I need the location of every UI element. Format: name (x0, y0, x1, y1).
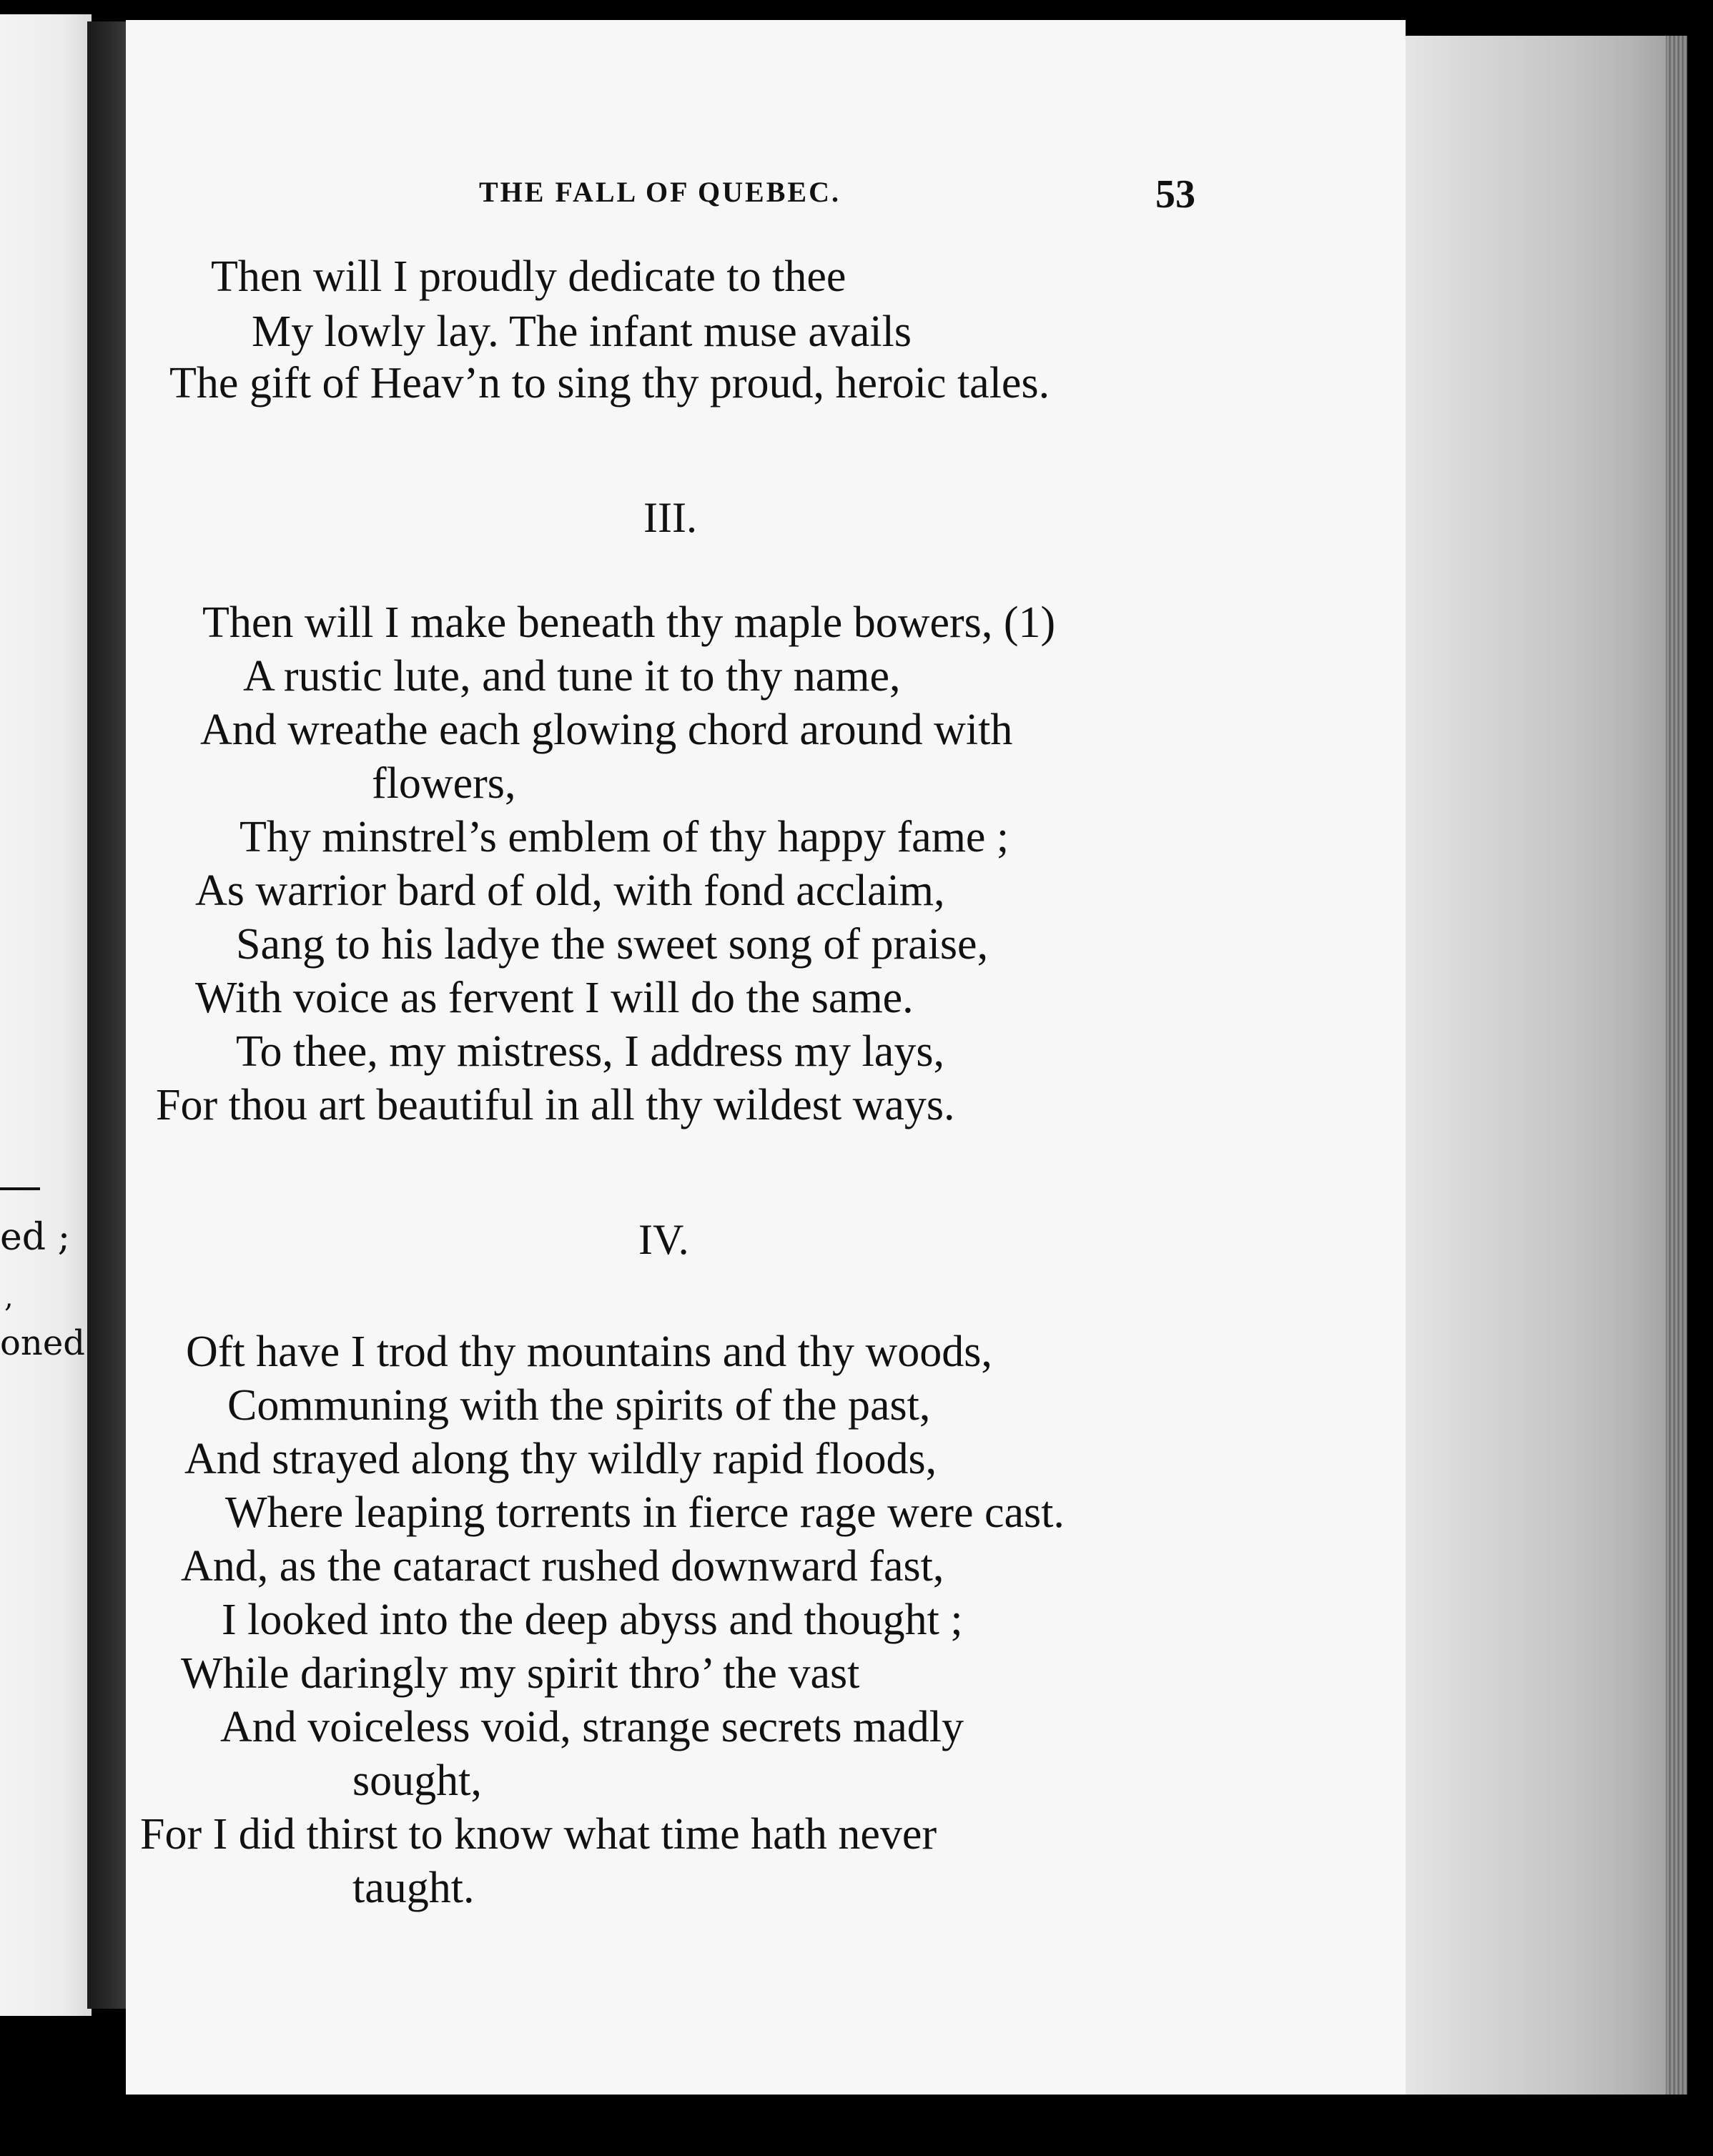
stanza-iv-line: While daringly my spirit thro’ the vast (181, 1649, 860, 1698)
stanza-iv-line: sought, (352, 1756, 482, 1805)
stanza-numeral-iii: III. (643, 494, 697, 541)
left-fragment-2: , (4, 1281, 14, 1314)
stanza-iii-line: flowers, (372, 759, 516, 808)
stanza-iv-line: Oft have I trod thy mountains and thy woods, (186, 1327, 992, 1376)
stanza-iv-line: Where leaping torrents in fierce rage were cast. (225, 1488, 1065, 1537)
stanza-iii-line: With voice as fervent I will do the same. (195, 974, 914, 1022)
left-page-rule (0, 1187, 40, 1190)
stanza-iv-line: For I did thirst to know what time hath never (140, 1810, 937, 1859)
stanza-iv-line: And voiceless void, strange secrets madly (220, 1703, 964, 1751)
stanza-iv-line: taught. (352, 1864, 475, 1912)
running-title: THE FALL OF QUEBEC. (479, 176, 841, 208)
opening-line: The gift of Heav’n to sing thy proud, heroic tales. (169, 359, 1050, 407)
opening-line: My lowly lay. The infant muse avails (252, 307, 912, 356)
left-fragment-3: oned (0, 1323, 85, 1363)
stanza-iv-line: I looked into the deep abyss and thought ; (222, 1596, 963, 1644)
stanza-iii-line: And wreathe each glowing chord around with (200, 706, 1013, 754)
stanza-iv-line: And strayed along thy wildly rapid floods, (184, 1435, 937, 1483)
page-edges-stack (1401, 36, 1687, 2095)
stanza-iv-line: Communing with the spirits of the past, (227, 1381, 931, 1430)
stanza-iii-line: Sang to his ladye the sweet song of praise, (236, 920, 989, 969)
stanza-numeral-iv: IV. (638, 1216, 689, 1263)
stanza-iii-line: A rustic lute, and tune it to thy name, (243, 652, 901, 701)
stanza-iv-line: And, as the cataract rushed downward fast, (181, 1542, 944, 1591)
stanza-iii-line: Thy minstrel’s emblem of thy happy fame ; (240, 813, 1009, 861)
stanza-iii-line: For thou art beautiful in all thy wildest ways. (156, 1081, 955, 1129)
stanza-iii-line: To thee, my mistress, I address my lays, (236, 1027, 944, 1076)
left-fragment-1: ed ; (0, 1216, 71, 1259)
stanza-iii-line: As warrior bard of old, with fond acclaim, (195, 866, 945, 915)
opening-line: Then will I proudly dedicate to thee (211, 252, 846, 301)
scan-bottom-border (86, 2095, 1713, 2156)
stanza-iii-line: Then will I make beneath thy maple bowers, (1) (202, 598, 1056, 647)
page-number: 53 (1155, 172, 1195, 217)
facing-page-left (0, 14, 92, 2016)
